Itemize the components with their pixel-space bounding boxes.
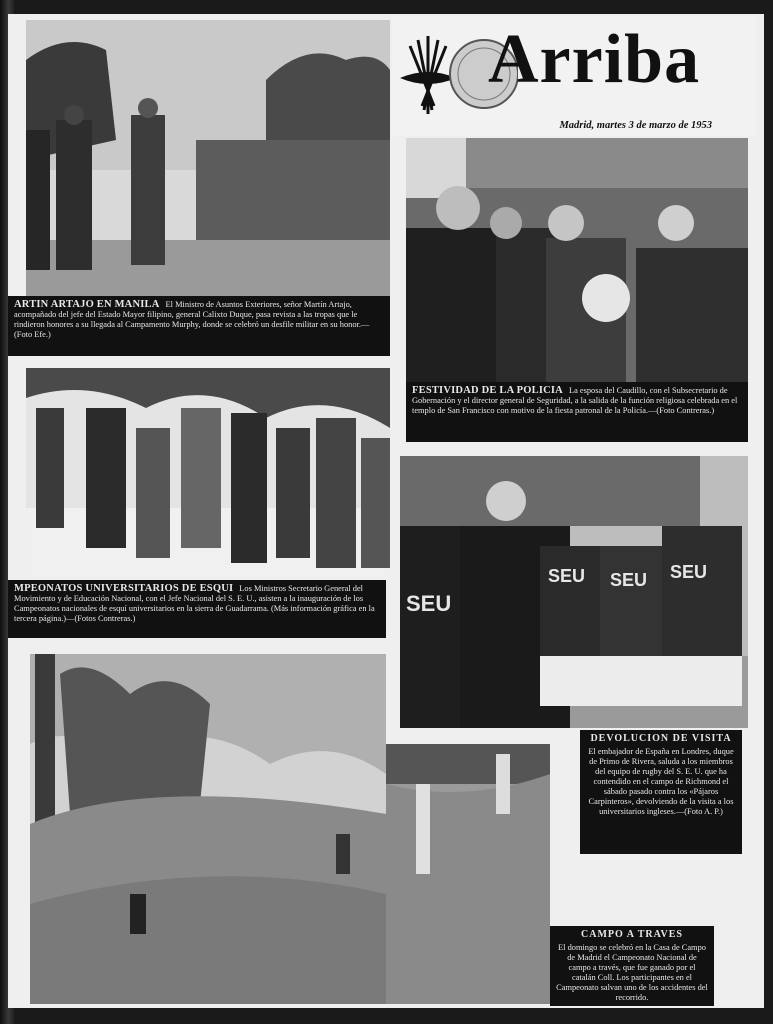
photo-manila-review [26,20,390,296]
headline-rugby: DEVOLUCION DE VISITA [590,733,732,744]
caption-ski [8,580,386,638]
text-cross-country: El domingo se celebró en la Casa de Campo de Madrid el Campeonato Nacional de campo a través, que fue ganado por el catalán Coll. Los participantes en el Campeonato salvan uno de los accidentes del recorrido. [556,943,708,1002]
headline-police: FESTIVIDAD DE LA POLICIA [412,385,563,396]
caption-manila [8,296,390,356]
text-ski: Los Ministros Secretario General del Movimiento y de Educación Nacional, con el Jefe Nacional del S. E. U., asisten a la inauguración de los Campeonatos nacionales de esquí universitarios en la sierra de Guadarrama. (Más información gráfica en la tercera página.)—(Fotos Contreras.) [14,584,375,623]
text-manila: El Ministro de Asuntos Exteriores, señor Martín Artajo, acompañado del jefe del Estado Mayor filipino, general Calixto Duque, pasa revista a las tropas que le rindieron honores a su llegada al Campamento Murphy, donde se celebró un desfile militar en su honor.—(Foto Efe.) [14,300,370,339]
svg-text:SEU: SEU [610,570,648,590]
masthead [392,16,756,136]
headline-ski: MPEONATOS UNIVERSITARIOS DE ESQUI [14,583,234,594]
caption-rugby [580,730,742,854]
headline-manila: ARTIN ARTAJO EN MANILA [14,299,160,310]
text-rugby: El embajador de España en Londres, duque de Primo de Rivera, saluda a los miembros del equipo de rugby del S. E. U. que ha contendido en el campo de Richmond el sábado pasado contra los «Pájaros Carpinteros», devolviendo de la visita a los universitarios ingleses.—(Foto A. P.) [588,747,734,816]
photo-cross-country-right [386,744,550,1004]
headline-cross-country: CAMPO A TRAVES [581,929,683,940]
newspaper-title: Arriba [488,21,701,98]
dateline: Madrid, martes 3 de marzo de 1953 [559,120,712,131]
text-police: La esposa del Caudillo, con el Subsecretario de Gobernación y el director general de Seguridad, a la salida de la función religiosa celebrada en el templo de San Francisco con motivo de la fiesta patronal de la Policía.—(Foto Contreras.) [412,386,738,415]
photo-rugby-visit [400,456,748,728]
svg-text:SEU: SEU [670,562,708,582]
photo-police-festivity [406,138,748,382]
photo-ski-championships [26,368,390,580]
svg-text:SEU: SEU [406,591,452,616]
svg-text:SEU: SEU [548,566,586,586]
photo-cross-country [30,654,386,1004]
caption-cross-country [550,926,714,1006]
caption-police [406,382,748,442]
